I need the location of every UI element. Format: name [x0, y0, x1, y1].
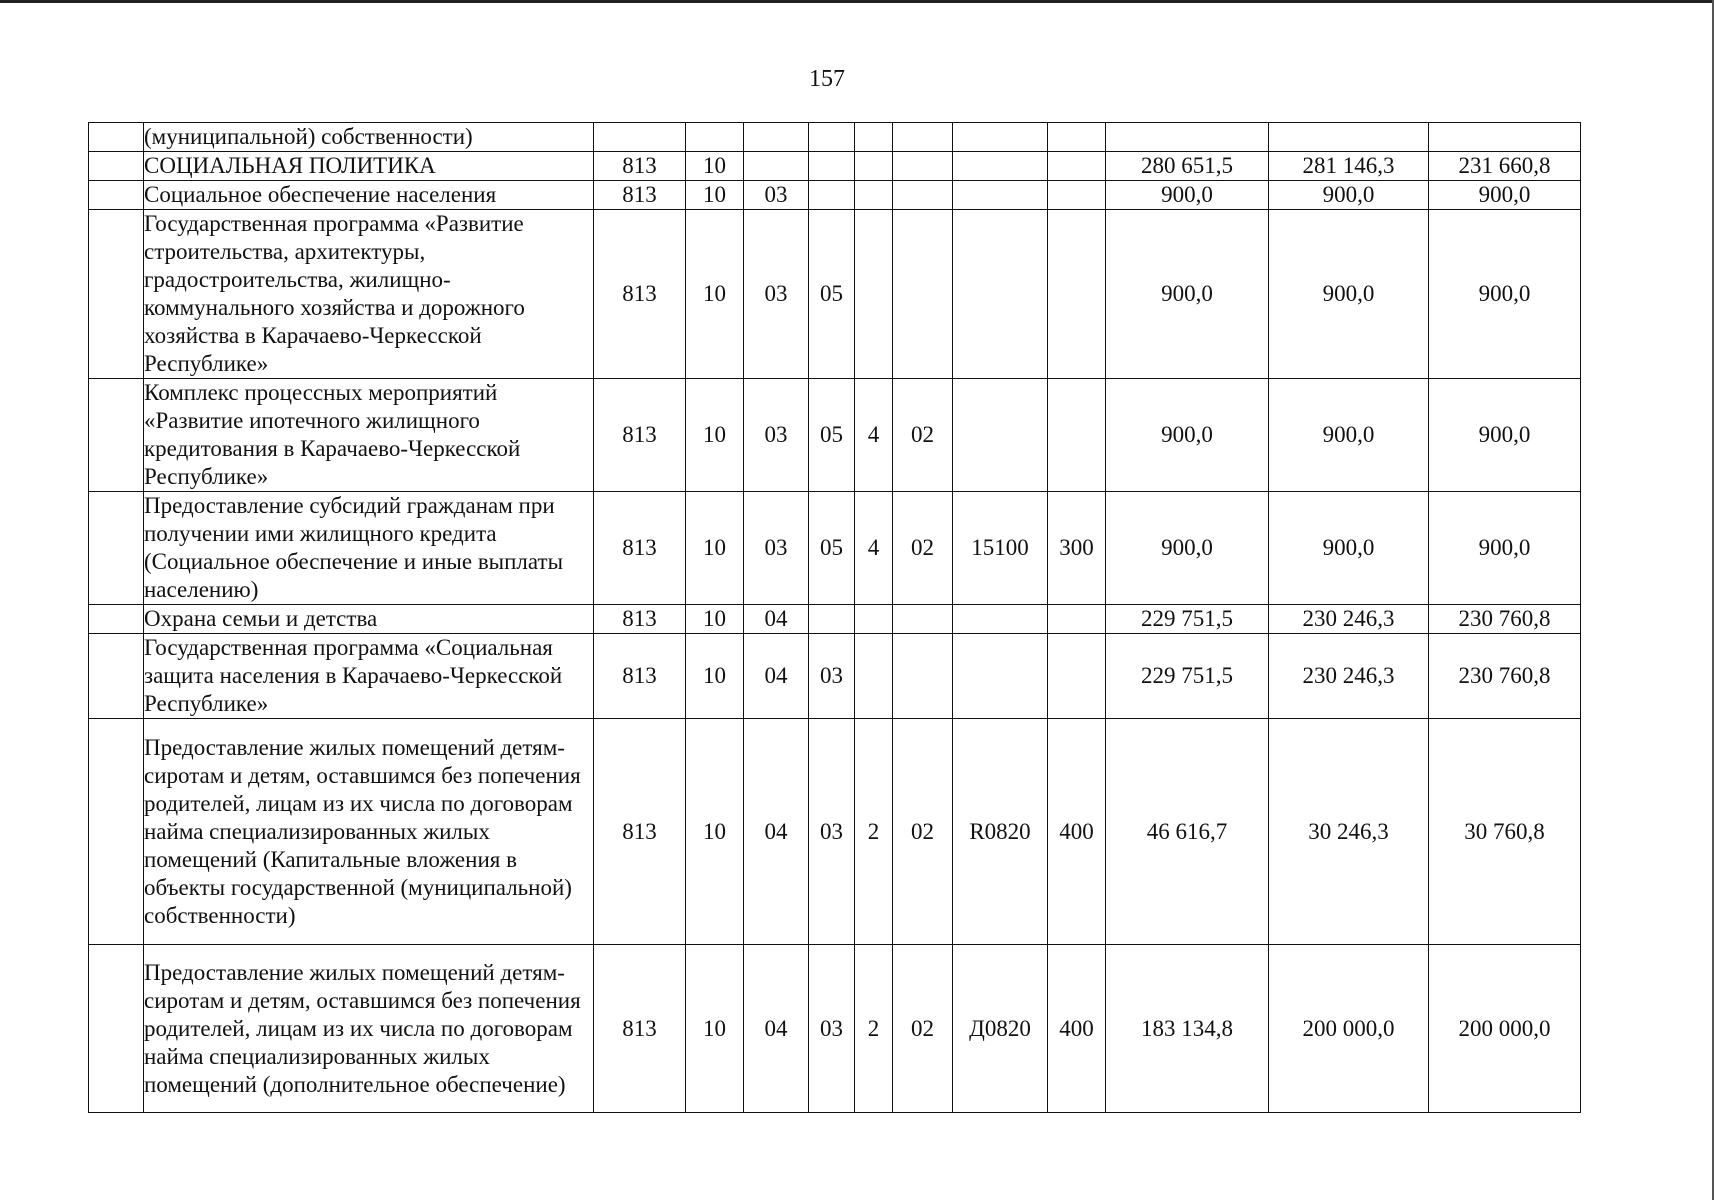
- amount-year-1-cell: [1106, 123, 1269, 152]
- row-index-cell: [89, 379, 144, 492]
- row-name-cell: [144, 152, 594, 181]
- amount-year-3-cell: 230 760,8: [1429, 605, 1581, 634]
- amount-year-3-cell: [1429, 123, 1581, 152]
- section-cell: 10: [686, 379, 744, 492]
- table-body: [89, 123, 1581, 1113]
- table-row: [89, 634, 1581, 719]
- row-name-cell: [144, 123, 594, 152]
- subprogram-type-cell: 4: [855, 379, 893, 492]
- row-index-cell: [89, 152, 144, 181]
- subprogram-type-cell: 4: [855, 492, 893, 605]
- amount-year-3-cell: 231 660,8: [1429, 152, 1581, 181]
- amount-year-2-cell: 230 246,3: [1269, 605, 1429, 634]
- section-cell: [686, 123, 744, 152]
- row-index-cell: [89, 634, 144, 719]
- row-index-cell: [89, 181, 144, 210]
- amount-year-1-cell: 183 134,8: [1106, 945, 1269, 1113]
- row-index-cell: [89, 945, 144, 1113]
- subprogram-cell: [893, 210, 953, 379]
- expense-type-cell: 300: [1048, 492, 1106, 605]
- admin-code-cell: 813: [594, 719, 686, 945]
- program-cell: 03: [809, 945, 855, 1113]
- target-item-cell: Д0820: [953, 945, 1048, 1113]
- table-row: [89, 719, 1581, 945]
- amount-year-2-cell: 230 246,3: [1269, 634, 1429, 719]
- subsection-cell: 04: [744, 634, 809, 719]
- amount-year-2-cell: 900,0: [1269, 210, 1429, 379]
- amount-year-1-cell: 46 616,7: [1106, 719, 1269, 945]
- subprogram-type-cell: [855, 152, 893, 181]
- subsection-cell: 03: [744, 492, 809, 605]
- expense-type-cell: [1048, 123, 1106, 152]
- target-item-cell: [953, 123, 1048, 152]
- expense-type-cell: [1048, 152, 1106, 181]
- amount-year-2-cell: [1269, 123, 1429, 152]
- amount-year-3-cell: 900,0: [1429, 181, 1581, 210]
- section-cell: 10: [686, 152, 744, 181]
- expense-type-cell: [1048, 210, 1106, 379]
- program-cell: 03: [809, 719, 855, 945]
- subprogram-type-cell: [855, 634, 893, 719]
- amount-year-1-cell: 229 751,5: [1106, 634, 1269, 719]
- amount-year-3-cell: 230 760,8: [1429, 634, 1581, 719]
- subprogram-cell: 02: [893, 379, 953, 492]
- target-item-cell: [953, 605, 1048, 634]
- subprogram-cell: [893, 152, 953, 181]
- program-cell: [809, 123, 855, 152]
- admin-code-cell: 813: [594, 492, 686, 605]
- program-cell: [809, 181, 855, 210]
- subsection-cell: 04: [744, 945, 809, 1113]
- row-index-cell: [89, 123, 144, 152]
- subsection-cell: 04: [744, 605, 809, 634]
- row-name-cell: [144, 210, 594, 379]
- subsection-cell: [744, 123, 809, 152]
- subsection-cell: [744, 152, 809, 181]
- row-name-cell: [144, 379, 594, 492]
- row-name-cell: [144, 181, 594, 210]
- budget-table: [88, 122, 1581, 1113]
- subsection-cell: 03: [744, 379, 809, 492]
- table-row: [89, 123, 1581, 152]
- subprogram-cell: [893, 181, 953, 210]
- admin-code-cell: 813: [594, 181, 686, 210]
- section-cell: 10: [686, 945, 744, 1113]
- expense-type-cell: [1048, 605, 1106, 634]
- table-row: [89, 181, 1581, 210]
- target-item-cell: [953, 379, 1048, 492]
- admin-code-cell: 813: [594, 634, 686, 719]
- subprogram-type-cell: [855, 123, 893, 152]
- row-name-text: Государственная программа «Социальная защита населения в Карачаево-Черкесской Республике»: [144, 635, 563, 716]
- row-name-text: Государственная программа «Развитие строительства, архитектуры, градостроительства, жилищно-коммунального хозяйства и дорожного хозяйства в Карачаево-Черкесской Республике»: [144, 211, 525, 376]
- admin-code-cell: 813: [594, 945, 686, 1113]
- page-top-edge: [0, 0, 1714, 3]
- expense-type-cell: 400: [1048, 719, 1106, 945]
- target-item-cell: [953, 152, 1048, 181]
- section-cell: 10: [686, 634, 744, 719]
- table-row: [89, 492, 1581, 605]
- row-name-text: Предоставление жилых помещений детям-сиротам и детям, оставшимся без попечения родителей, лицам из их числа по договорам найма специализированных жилых помещений (Капитальные вложения в объекты государственной (муниципальной) собственности): [144, 734, 581, 928]
- section-cell: 10: [686, 492, 744, 605]
- program-cell: [809, 152, 855, 181]
- row-name-cell: [144, 492, 594, 605]
- expense-type-cell: [1048, 379, 1106, 492]
- row-name-cell: [144, 605, 594, 634]
- amount-year-1-cell: 900,0: [1106, 181, 1269, 210]
- row-name-text: Охрана семьи и детства: [144, 606, 378, 631]
- subprogram-cell: [893, 123, 953, 152]
- subprogram-type-cell: [855, 210, 893, 379]
- amount-year-3-cell: 30 760,8: [1429, 719, 1581, 945]
- admin-code-cell: 813: [594, 379, 686, 492]
- subprogram-cell: 02: [893, 492, 953, 605]
- expense-type-cell: [1048, 181, 1106, 210]
- subsection-cell: 03: [744, 210, 809, 379]
- table-row: [89, 945, 1581, 1113]
- row-name-text: Социальное обеспечение населения: [144, 182, 497, 207]
- row-name-text: Предоставление жилых помещений детям-сиротам и детям, оставшимся без попечения родителей, лицам из их числа по договорам найма специализированных жилых помещений (дополнительное обеспечение): [144, 959, 581, 1097]
- amount-year-2-cell: 900,0: [1269, 379, 1429, 492]
- section-cell: 10: [686, 719, 744, 945]
- amount-year-3-cell: 900,0: [1429, 379, 1581, 492]
- target-item-cell: [953, 210, 1048, 379]
- subprogram-cell: [893, 605, 953, 634]
- row-name-text: Комплекс процессных мероприятий «Развитие ипотечного жилищного кредитования в Карачаево-Черкесской Республике»: [144, 380, 521, 489]
- admin-code-cell: 813: [594, 210, 686, 379]
- amount-year-2-cell: 900,0: [1269, 181, 1429, 210]
- amount-year-1-cell: 280 651,5: [1106, 152, 1269, 181]
- table-row: [89, 379, 1581, 492]
- row-name-text: СОЦИАЛЬНАЯ ПОЛИТИКА: [144, 153, 436, 178]
- table-row: [89, 605, 1581, 634]
- table-row: [89, 152, 1581, 181]
- subprogram-cell: 02: [893, 719, 953, 945]
- subprogram-type-cell: [855, 181, 893, 210]
- section-cell: 10: [686, 605, 744, 634]
- expense-type-cell: [1048, 634, 1106, 719]
- amount-year-1-cell: 900,0: [1106, 492, 1269, 605]
- admin-code-cell: 813: [594, 152, 686, 181]
- program-cell: [809, 605, 855, 634]
- amount-year-2-cell: 200 000,0: [1269, 945, 1429, 1113]
- row-name-text: Предоставление субсидий гражданам при получении ими жилищного кредита (Социальное обеспечение и иные выплаты населению): [144, 493, 564, 602]
- row-index-cell: [89, 719, 144, 945]
- subsection-cell: 03: [744, 181, 809, 210]
- row-name-cell: [144, 719, 594, 945]
- amount-year-3-cell: 900,0: [1429, 492, 1581, 605]
- subsection-cell: 04: [744, 719, 809, 945]
- admin-code-cell: [594, 123, 686, 152]
- row-name-cell: [144, 634, 594, 719]
- admin-code-cell: 813: [594, 605, 686, 634]
- row-name-text: (муниципальной) собственности): [144, 124, 473, 149]
- target-item-cell: [953, 634, 1048, 719]
- section-cell: 10: [686, 181, 744, 210]
- subprogram-cell: 02: [893, 945, 953, 1113]
- subprogram-type-cell: 2: [855, 719, 893, 945]
- program-cell: 05: [809, 492, 855, 605]
- subprogram-type-cell: [855, 605, 893, 634]
- row-index-cell: [89, 605, 144, 634]
- amount-year-1-cell: 900,0: [1106, 379, 1269, 492]
- amount-year-2-cell: 281 146,3: [1269, 152, 1429, 181]
- program-cell: 05: [809, 379, 855, 492]
- expense-type-cell: 400: [1048, 945, 1106, 1113]
- subprogram-cell: [893, 634, 953, 719]
- amount-year-3-cell: 900,0: [1429, 210, 1581, 379]
- page-number: 157: [809, 66, 845, 92]
- program-cell: 05: [809, 210, 855, 379]
- target-item-cell: R0820: [953, 719, 1048, 945]
- amount-year-2-cell: 900,0: [1269, 492, 1429, 605]
- target-item-cell: [953, 181, 1048, 210]
- row-index-cell: [89, 492, 144, 605]
- amount-year-1-cell: 229 751,5: [1106, 605, 1269, 634]
- amount-year-2-cell: 30 246,3: [1269, 719, 1429, 945]
- program-cell: 03: [809, 634, 855, 719]
- row-name-cell: [144, 945, 594, 1113]
- row-index-cell: [89, 210, 144, 379]
- section-cell: 10: [686, 210, 744, 379]
- target-item-cell: 15100: [953, 492, 1048, 605]
- subprogram-type-cell: 2: [855, 945, 893, 1113]
- table-row: [89, 210, 1581, 379]
- amount-year-3-cell: 200 000,0: [1429, 945, 1581, 1113]
- amount-year-1-cell: 900,0: [1106, 210, 1269, 379]
